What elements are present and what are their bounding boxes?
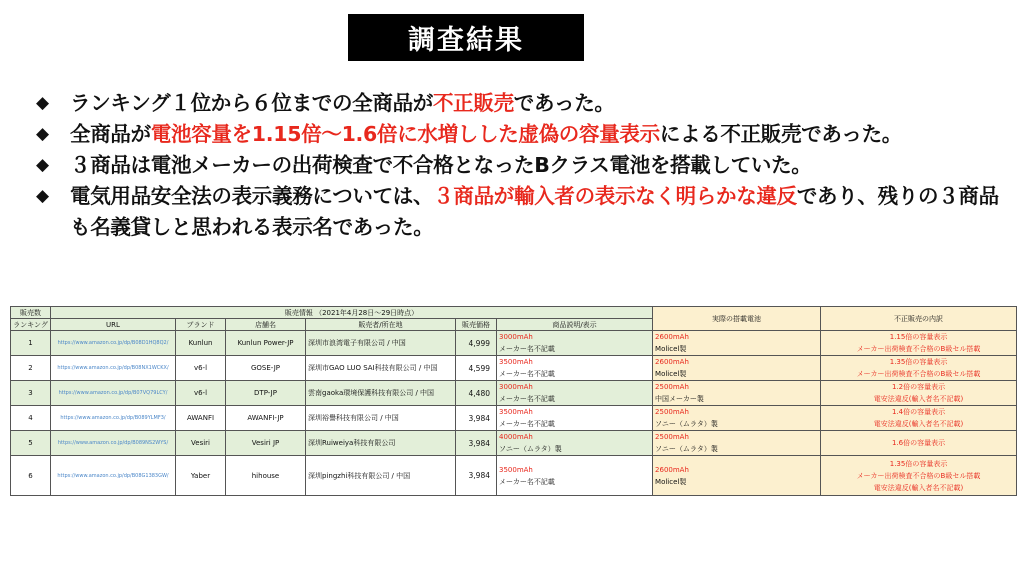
actual-maker: Molicel製 [655,370,687,378]
bullet-text [70,119,1014,150]
product-url-link[interactable]: https://www.amazon.co.jp/dp/B089NS2WYS/ [51,431,176,456]
maker-label: メーカー名不記載 [499,345,555,353]
store-cell: GOSE-JP [226,356,306,381]
fraud-note: 1.4倍の容量表示 [891,408,946,416]
bullet-segment: による不正販売であった。 [659,122,903,146]
header-ranking: ランキング [11,319,51,331]
table-row [11,406,1017,431]
claimed-capacity: 3500mAh [499,408,533,416]
store-cell: AWANFI-JP [226,406,306,431]
seller-cell: 深圳市GAO LUO SAI科技有限公司 / 中国 [306,356,456,381]
seller-cell: 深圳pingzhi科技有限公司 / 中国 [306,456,456,496]
claimed-capacity: 3500mAh [499,465,533,474]
actual-battery-cell [653,431,821,456]
store-cell: hihouse [226,456,306,496]
bullet-item [34,181,1014,243]
fraud-note: 1.15倍の容量表示 [889,333,948,341]
actual-battery-cell [653,331,821,356]
fraud-detail-cell [821,431,1017,456]
store-cell: Kunlun Power-JP [226,331,306,356]
actual-maker: ソニー（ムラタ）製 [655,445,718,453]
table-row [11,381,1017,406]
actual-capacity: 2500mAh [655,408,689,416]
header-store: 店舗名 [226,319,306,331]
claimed-capacity: 4000mAh [499,433,533,441]
description-cell [497,331,653,356]
header-brand: ブランド [176,319,226,331]
brand-cell: v6-l [176,356,226,381]
fraud-note: 電安法違反(輸入者名不記載) [873,483,964,492]
price-cell: 4,999 [456,331,497,356]
brand-cell: Yaber [176,456,226,496]
bullet-list [34,88,1014,243]
bullet-item [34,119,1014,150]
rank-cell: 6 [11,456,51,496]
actual-maker: 中国メーカー製 [655,395,704,403]
bullet-segment: であり、残りの３商品も名義貸しと思われる表示名であった。 [70,184,999,239]
bullet-highlight: ３商品が輸入者の表示なく明らかな違反 [433,184,797,208]
product-url-link[interactable]: https://www.amazon.co.jp/dp/B08NX1WCKX/ [51,356,176,381]
store-cell: Vesiri JP [226,431,306,456]
seller-cell: 深圳市浪湾電子有限公司 / 中国 [306,331,456,356]
bullet-segment: 全商品が [70,122,151,146]
bullet-segment: であった。 [513,91,615,115]
price-cell: 3,984 [456,406,497,431]
bullet-text [70,88,1014,119]
actual-maker: Molicel製 [655,345,687,353]
fraud-detail-cell [821,406,1017,431]
fraud-note: メーカー出荷検査不合格のB級セル搭載 [856,471,981,480]
fraud-note: メーカー出荷検査不合格のB級セル搭載 [856,345,981,353]
product-url-link[interactable]: https://www.amazon.co.jp/dp/B08G1383GW/ [51,456,176,496]
bullet-item [34,88,1014,119]
rank-cell: 4 [11,406,51,431]
description-cell [497,356,653,381]
header-seller: 販売者/所在地 [306,319,456,331]
fraud-note: 電安法違反(輸入者名不記載) [873,420,964,428]
actual-capacity: 2600mAh [655,333,689,341]
header-price: 販売価格 [456,319,497,331]
claimed-capacity: 3500mAh [499,358,533,366]
maker-label: メーカー名不記載 [499,477,555,486]
actual-capacity: 2600mAh [655,465,689,474]
bullet-segment: ランキング１位から６位までの全商品が [70,91,433,115]
maker-label: メーカー名不記載 [499,395,555,403]
brand-cell: v6-l [176,381,226,406]
fraud-note: 1.35倍の容量表示 [889,459,948,468]
seller-cell: 深圳裕譽科技有限公司 / 中国 [306,406,456,431]
bullet-segment: 電気用品安全法の表示義務については、 [70,184,434,208]
slide-title: 調査結果 [348,14,584,61]
fraud-detail-cell [821,331,1017,356]
fraud-note: 1.35倍の容量表示 [889,358,948,366]
description-cell [497,406,653,431]
rank-cell: 5 [11,431,51,456]
actual-battery-cell [653,456,821,496]
header-sales-count: 販売数 [11,307,51,319]
claimed-capacity: 3000mAh [499,383,533,391]
actual-capacity: 2500mAh [655,433,689,441]
actual-battery-cell [653,356,821,381]
maker-label: メーカー名不記載 [499,420,555,428]
brand-cell: Kunlun [176,331,226,356]
diamond-bullet-icon: ◆ [36,186,49,206]
rank-cell: 3 [11,381,51,406]
table-row [11,356,1017,381]
bullet-item [34,150,1014,181]
header-url: URL [51,319,176,331]
actual-capacity: 2600mAh [655,358,689,366]
header-fraud-details: 不正販売の内訳 [821,307,1017,331]
actual-battery-cell [653,406,821,431]
seller-cell: 雲南gaoka環境保護科技有限公司 / 中国 [306,381,456,406]
price-cell: 4,599 [456,356,497,381]
fraud-detail-cell [821,381,1017,406]
fraud-note: 1.2倍の容量表示 [891,383,946,391]
diamond-bullet-icon: ◆ [36,93,49,113]
actual-maker: ソニー（ムラタ）製 [655,420,718,428]
fraud-note: 1.6倍の容量表示 [891,439,946,447]
diamond-bullet-icon: ◆ [36,124,49,144]
brand-cell: AWANFI [176,406,226,431]
header-description: 商品説明/表示 [497,319,653,331]
rank-cell: 1 [11,331,51,356]
header-sales-info: 販売情報 （2021年4月28日～29日時点） [51,307,653,319]
table-row [11,431,1017,456]
results-table-wrapper [10,306,1016,496]
header-actual-battery: 実際の搭載電池 [653,307,821,331]
table-row [11,331,1017,356]
actual-maker: Molicel製 [655,477,687,486]
maker-label: メーカー名不記載 [499,370,555,378]
maker-label: ソニー（ムラタ）製 [499,445,562,453]
claimed-capacity: 3000mAh [499,333,533,341]
rank-cell: 2 [11,356,51,381]
price-cell: 4,480 [456,381,497,406]
price-cell: 3,984 [456,456,497,496]
bullet-segment: ３商品は電池メーカーの出荷検査で不合格となったBクラス電池を搭載していた。 [70,153,812,177]
product-url-link[interactable]: https://www.amazon.co.jp/dp/B08D1HQ8Q2/ [51,331,176,356]
bullet-highlight: 電池容量を1.15倍～1.6倍に水増しした虚偽の容量表示 [150,122,660,146]
seller-cell: 深圳Ruiweiya科技有限公司 [306,431,456,456]
diamond-bullet-icon: ◆ [36,155,49,175]
table-row [11,456,1017,496]
fraud-note: メーカー出荷検査不合格のB級セル搭載 [856,370,981,378]
description-cell [497,456,653,496]
bullet-text [70,150,1014,181]
price-cell: 3,984 [456,431,497,456]
actual-battery-cell [653,381,821,406]
product-url-link[interactable]: https://www.amazon.co.jp/dp/B07VQ79LCY/ [51,381,176,406]
description-cell [497,381,653,406]
store-cell: DTP-JP [226,381,306,406]
actual-capacity: 2500mAh [655,383,689,391]
description-cell [497,431,653,456]
fraud-detail-cell [821,356,1017,381]
bullet-highlight: 不正販売 [432,91,514,115]
bullet-text [70,181,1014,243]
results-table [10,306,1017,496]
product-url-link[interactable]: https://www.amazon.co.jp/dp/B089YLMF3/ [51,406,176,431]
fraud-note: 電安法違反(輸入者名不記載) [873,395,964,403]
fraud-detail-cell [821,456,1017,496]
brand-cell: Vesiri [176,431,226,456]
